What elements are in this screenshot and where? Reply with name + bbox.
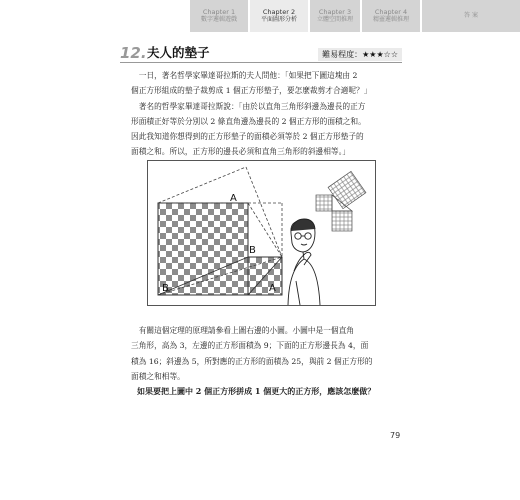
label-b-top: B	[249, 245, 256, 256]
tab-chapter-label: Chapter 3	[318, 8, 352, 16]
tab-chapter-3[interactable]	[310, 0, 360, 32]
tab-chapter-1[interactable]	[190, 0, 248, 32]
label-a-top: A	[230, 193, 237, 204]
header-divider	[120, 62, 402, 63]
text-line: 因此我知道你想得到的正方形墊子的面積必須等於 2 個正方形墊子的	[131, 132, 364, 142]
text-line: 個正方形組成的墊子裁剪成 1 個正方形墊子，要怎麼裁剪才合適呢？」	[131, 86, 372, 96]
chapter-tabs	[190, 0, 520, 32]
thinking-man-illustration	[288, 219, 320, 305]
tab-chapter-label: Chapter 4	[374, 8, 408, 16]
label-b-bottom: B	[162, 283, 169, 294]
text-line: 有關這個定理的原理請參看上圖右邊的小圖。小圖中是一個直角	[131, 326, 354, 335]
section-number: 12.	[120, 44, 147, 62]
text-line: 一日，著名哲學家畢達哥拉斯的夫人問他：「如果把下圖這塊由 2	[131, 71, 358, 80]
pythagorean-mini-diagram	[316, 171, 366, 231]
section-title: 夫人的墊子	[147, 45, 210, 60]
intro-paragraph	[131, 68, 402, 160]
tab-answers[interactable]	[422, 0, 520, 32]
tab-chapter-2[interactable]	[250, 0, 308, 32]
text-line: 積為 16；斜邊為 5，所對應的正方形的面積為 25，與前 2 個正方形的	[131, 356, 373, 366]
text-line: 著名的哲學家畢達哥拉斯說：「由於以直角三角形斜邊為邊長的正方	[131, 101, 366, 111]
tab-chapter-subtitle: 立體空間推理	[316, 16, 353, 23]
tab-chapter-subtitle: 精靈邏輯推理	[372, 16, 409, 23]
text-line: 形面積正好等於分別以 2 條直角邊為邊長的 2 個正方形的面積之和。	[131, 116, 366, 126]
puzzle-figure	[147, 160, 376, 306]
section-header	[120, 44, 402, 64]
explanation-paragraph	[131, 323, 402, 384]
tab-chapter-4[interactable]	[362, 0, 420, 32]
tab-chapter-subtitle: 數字邏輯遊戲	[200, 16, 237, 23]
text-line: 三角形，高為 3，左邊的正方形面積為 9；下面的正方形邊長為 4，面	[131, 341, 369, 351]
tab-chapter-label: Chapter 1	[202, 8, 236, 16]
tab-chapter-subtitle: 平面圖形分析	[260, 16, 297, 23]
text-line: 面積之和相等。	[131, 371, 185, 381]
text-line: 面積之和。所以，正方形的邊長必須和直角三角形的斜邊相等。」	[131, 147, 351, 157]
question-text: 如果要把上圖中 2 個正方形拼成 1 個更大的正方形，應該怎麼做？	[137, 386, 376, 396]
tab-answers-label: 答 案	[464, 12, 478, 19]
page-number: 79	[390, 431, 401, 440]
figure-illustration	[148, 161, 375, 305]
label-a-bottom: A	[269, 283, 276, 294]
tab-chapter-label: Chapter 2	[262, 8, 296, 16]
difficulty-badge: 難易程度：★★★☆☆	[318, 48, 402, 61]
